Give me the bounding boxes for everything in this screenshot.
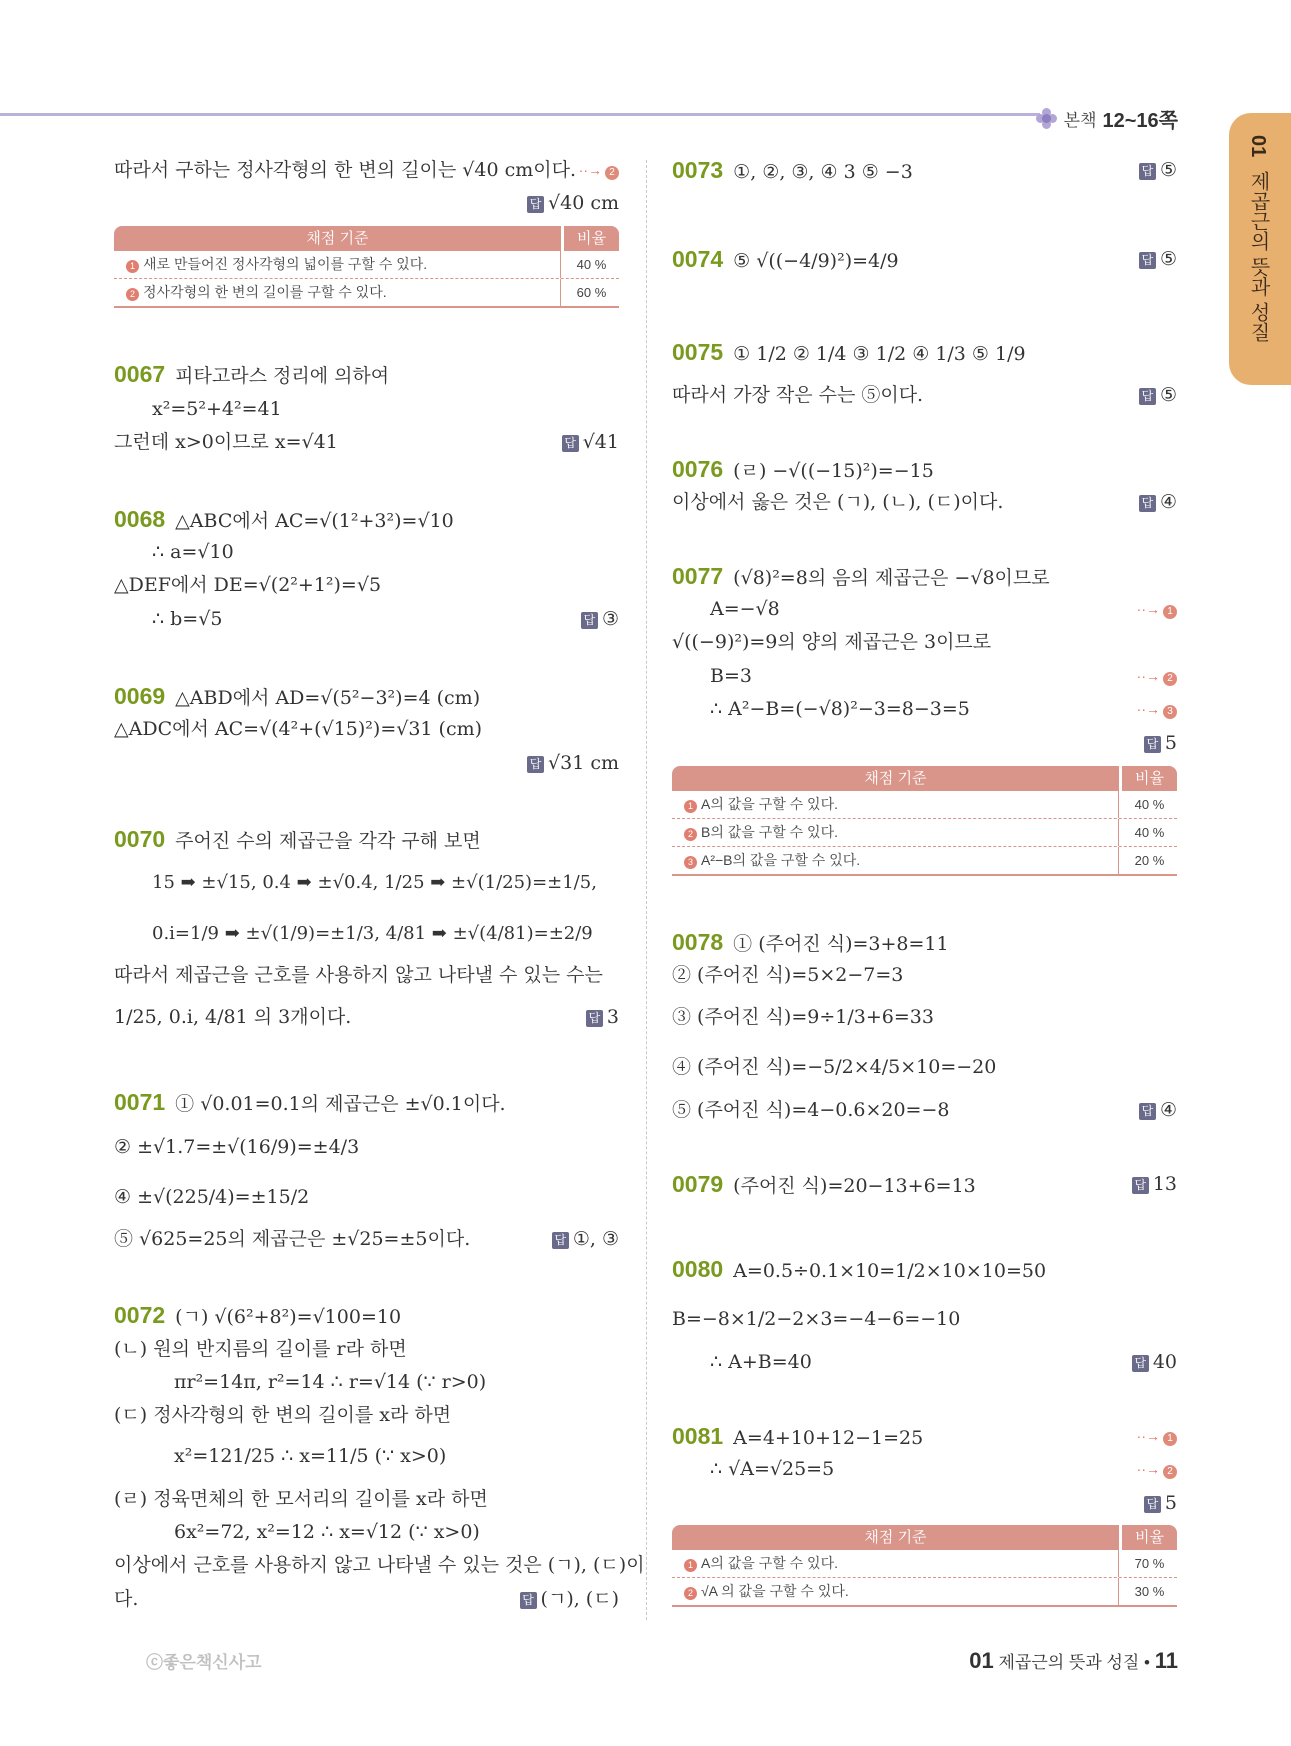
book-ref-label: 본책 xyxy=(1063,111,1097,130)
answer: 답 (ㄱ), (ㄷ) xyxy=(520,1587,619,1611)
answer: 답 √40 cm xyxy=(527,191,619,215)
answer: 답 ⑤ xyxy=(1139,158,1177,182)
answer: 답 ⑤ xyxy=(1139,247,1177,271)
answer: 답 √31 cm xyxy=(527,751,619,775)
answer: 답 ④ xyxy=(1139,1098,1177,1122)
footer-separator: • xyxy=(1144,1653,1150,1672)
rubric-table: 채점 기준 비율 1 A의 값을 구할 수 있다. 70 % 2 √A 의 값을 구할 수 있다. 30 % xyxy=(672,1525,1177,1607)
math-line: ∴ b=√5 xyxy=(152,608,223,630)
step-marker: ··→ 3 xyxy=(1137,701,1177,719)
page-reference xyxy=(1036,104,1178,133)
math-line: B=−8×1/2−2×3=−4−6=−10 xyxy=(672,1308,961,1330)
rubric-table: 채점 기준 비율 1 A의 값을 구할 수 있다. 40 % 2 B의 값을 구할 수 있다. 40 % 3 A²−B의 값을 구할 수 있다. 20 % xyxy=(672,766,1177,876)
math-line: ② (주어진 식)=5×2−7=3 xyxy=(672,964,904,986)
math-line: ⑤ √625=25의 제곱근은 ±√25=±5이다. xyxy=(114,1228,471,1250)
rubric-row: 3 A²−B의 값을 구할 수 있다. 20 % xyxy=(672,847,1177,876)
problem-0078: 0078 ① (주어진 식)=3+8=11 xyxy=(672,929,949,955)
problem-0081: 0081 A=4+10+12−1=25 xyxy=(672,1423,924,1449)
math-line: ⑤ (주어진 식)=4−0.6×20=−8 xyxy=(672,1099,950,1121)
math-line: ② ±√1.7=±√(16/9)=±4/3 xyxy=(114,1136,360,1158)
math-line: ∴ A+B=40 xyxy=(710,1351,812,1373)
math-line: 15 ➡ ±√15, 0.4 ➡ ±√0.4, 1/25 ➡ ±√(1/25)=±1/5, xyxy=(152,872,597,893)
math-line: △DEF에서 DE=√(2²+1²)=√5 xyxy=(114,574,382,596)
text-line: 다. xyxy=(114,1588,139,1610)
math-line: ④ (주어진 식)=−5/2×4/5×10=−20 xyxy=(672,1056,997,1078)
text-line: 이상에서 근호를 사용하지 않고 나타낼 수 있는 것은 (ㄱ), (ㄷ)이 xyxy=(114,1554,645,1576)
chapter-title: 제곱근의 뜻과 성질 xyxy=(1247,170,1269,342)
pre-line: 따라서 구하는 정사각형의 한 변의 길이는 √40 cm이다. xyxy=(114,159,576,181)
problem-0075: 0075 ① 1/2 ② 1/4 ③ 1/2 ④ 1/3 ⑤ 1/9 xyxy=(672,339,1026,365)
chapter-number: 01 xyxy=(1247,135,1269,158)
problem-0068: 0068 △ABC에서 AC=√(1²+3²)=√10 xyxy=(114,506,454,532)
step-marker: ··→ 2 xyxy=(579,162,619,180)
page-footer xyxy=(969,1648,1178,1674)
problem-0079: 0079 (주어진 식)=20−13+6=13 xyxy=(672,1171,976,1197)
problem-0074: 0074 ⑤ √((−4/9)²)=4/9 xyxy=(672,246,899,272)
text-line: (ㄹ) 정육면체의 한 모서리의 길이를 x라 하면 xyxy=(114,1488,488,1510)
column-divider xyxy=(646,160,647,1620)
answer: 답 ⑤ xyxy=(1139,383,1177,407)
rubric-row: 2 정사각형의 한 변의 길이를 구할 수 있다. 60 % xyxy=(114,279,619,308)
math-line: x²=121/25 ∴ x=11/5 (∵ x>0) xyxy=(174,1445,447,1467)
answer: 답 5 xyxy=(1144,1491,1177,1515)
answer: 답 ③ xyxy=(581,607,619,631)
step-marker: ··→ 2 xyxy=(1137,1461,1177,1479)
footer-chapter-title: 제곱근의 뜻과 성질 xyxy=(998,1653,1140,1672)
rubric-row: 2 √A 의 값을 구할 수 있다. 30 % xyxy=(672,1578,1177,1607)
math-line: ∴ √A=√25=5 xyxy=(710,1458,835,1480)
rubric-row: 1 새로 만들어진 정사각형의 넓이를 구할 수 있다. 40 % xyxy=(114,251,619,279)
problem-0077: 0077 (√8)²=8의 음의 제곱근은 −√8이므로 xyxy=(672,563,1050,589)
problem-0072: 0072 (ㄱ) √(6²+8²)=√100=10 xyxy=(114,1302,402,1328)
rubric-row: 2 B의 값을 구할 수 있다. 40 % xyxy=(672,819,1177,847)
text-line: (ㄷ) 정사각형의 한 변의 길이를 x라 하면 xyxy=(114,1404,452,1426)
math-line: x²=5²+4²=41 xyxy=(152,398,282,420)
answer: 답 √41 xyxy=(562,430,619,454)
text-line: √((−9)²)=9의 양의 제곱근은 3이므로 xyxy=(672,631,992,653)
answer: 답 ④ xyxy=(1139,490,1177,514)
text-line: (ㄴ) 원의 반지름의 길이를 r라 하면 xyxy=(114,1338,407,1360)
answer: 답 13 xyxy=(1132,1172,1177,1196)
text-line: 따라서 제곱근을 근호를 사용하지 않고 나타낼 수 있는 수는 xyxy=(114,964,603,986)
step-marker: ··→ 2 xyxy=(1137,668,1177,686)
answer: 답 3 xyxy=(586,1005,619,1029)
header-rule xyxy=(0,113,1040,116)
answer: 답 ①, ③ xyxy=(552,1227,619,1251)
math-line: ∴ A²−B=(−√8)²−3=8−3=5 xyxy=(710,698,970,720)
math-line: 그런데 x>0이므로 x=√41 xyxy=(114,431,338,453)
math-line: ③ (주어진 식)=9÷1/3+6=33 xyxy=(672,1006,934,1028)
step-marker: ··→ 1 xyxy=(1137,601,1177,619)
math-line: A=−√8 xyxy=(710,598,780,620)
rubric-row: 1 A의 값을 구할 수 있다. 40 % xyxy=(672,791,1177,819)
problem-0069: 0069 △ABD에서 AD=√(5²−3²)=4 (cm) xyxy=(114,683,481,709)
answer: 답 40 xyxy=(1132,1350,1177,1374)
math-line: B=3 xyxy=(710,665,752,687)
problem-0071: 0071 ① √0.01=0.1의 제곱근은 ±√0.1이다. xyxy=(114,1089,506,1115)
problem-0080: 0080 A=0.5÷0.1×10=1/2×10×10=50 xyxy=(672,1256,1047,1282)
problem-0067: 0067 피타고라스 정리에 의하여 xyxy=(114,361,390,387)
math-line: 6x²=72, x²=12 ∴ x=√12 (∵ x>0) xyxy=(174,1521,480,1543)
text-line: 1/25, 0.i, 4/81 의 3개이다. xyxy=(114,1006,352,1028)
step-marker: ··→ 1 xyxy=(1137,1428,1177,1446)
problem-0073: 0073 ①, ②, ③, ④ 3 ⑤ −3 xyxy=(672,157,913,183)
answer: 답 5 xyxy=(1144,731,1177,755)
publisher-mark: ⓒ좋은책신사고 xyxy=(146,1653,262,1672)
text-line: 따라서 가장 작은 수는 ⑤이다. xyxy=(672,384,924,406)
math-line: πr²=14π, r²=14 ∴ r=√14 (∵ r>0) xyxy=(174,1371,487,1393)
math-line: ∴ a=√10 xyxy=(152,541,234,563)
book-pages: 12~16쪽 xyxy=(1102,110,1178,132)
text-line: 이상에서 옳은 것은 (ㄱ), (ㄴ), (ㄷ)이다. xyxy=(672,491,1004,513)
rubric-table: 채점 기준 비율 1 새로 만들어진 정사각형의 넓이를 구할 수 있다. 40 % 2 정사각형의 한 변의 길이를 구할 수 있다. 60 % xyxy=(114,226,619,308)
page-number: 11 xyxy=(1154,1648,1178,1673)
chapter-side-tab-text xyxy=(1244,135,1273,342)
footer-chapter-number: 01 xyxy=(969,1648,994,1673)
problem-0076: 0076 (ㄹ) −√((−15)²)=−15 xyxy=(672,456,934,482)
problem-0070: 0070 주어진 수의 제곱근을 각각 구해 보면 xyxy=(114,826,481,852)
rubric-row: 1 A의 값을 구할 수 있다. 70 % xyxy=(672,1550,1177,1578)
math-line: △ADC에서 AC=√(4²+(√15)²)=√31 (cm) xyxy=(114,718,483,740)
math-line: 0.i=1/9 ➡ ±√(1/9)=±1/3, 4/81 ➡ ±√(4/81)=±2/9 xyxy=(152,923,593,944)
math-line: ④ ±√(225/4)=±15/2 xyxy=(114,1186,310,1208)
answer-icon: 답 xyxy=(527,196,544,213)
flower-icon xyxy=(1036,108,1058,130)
